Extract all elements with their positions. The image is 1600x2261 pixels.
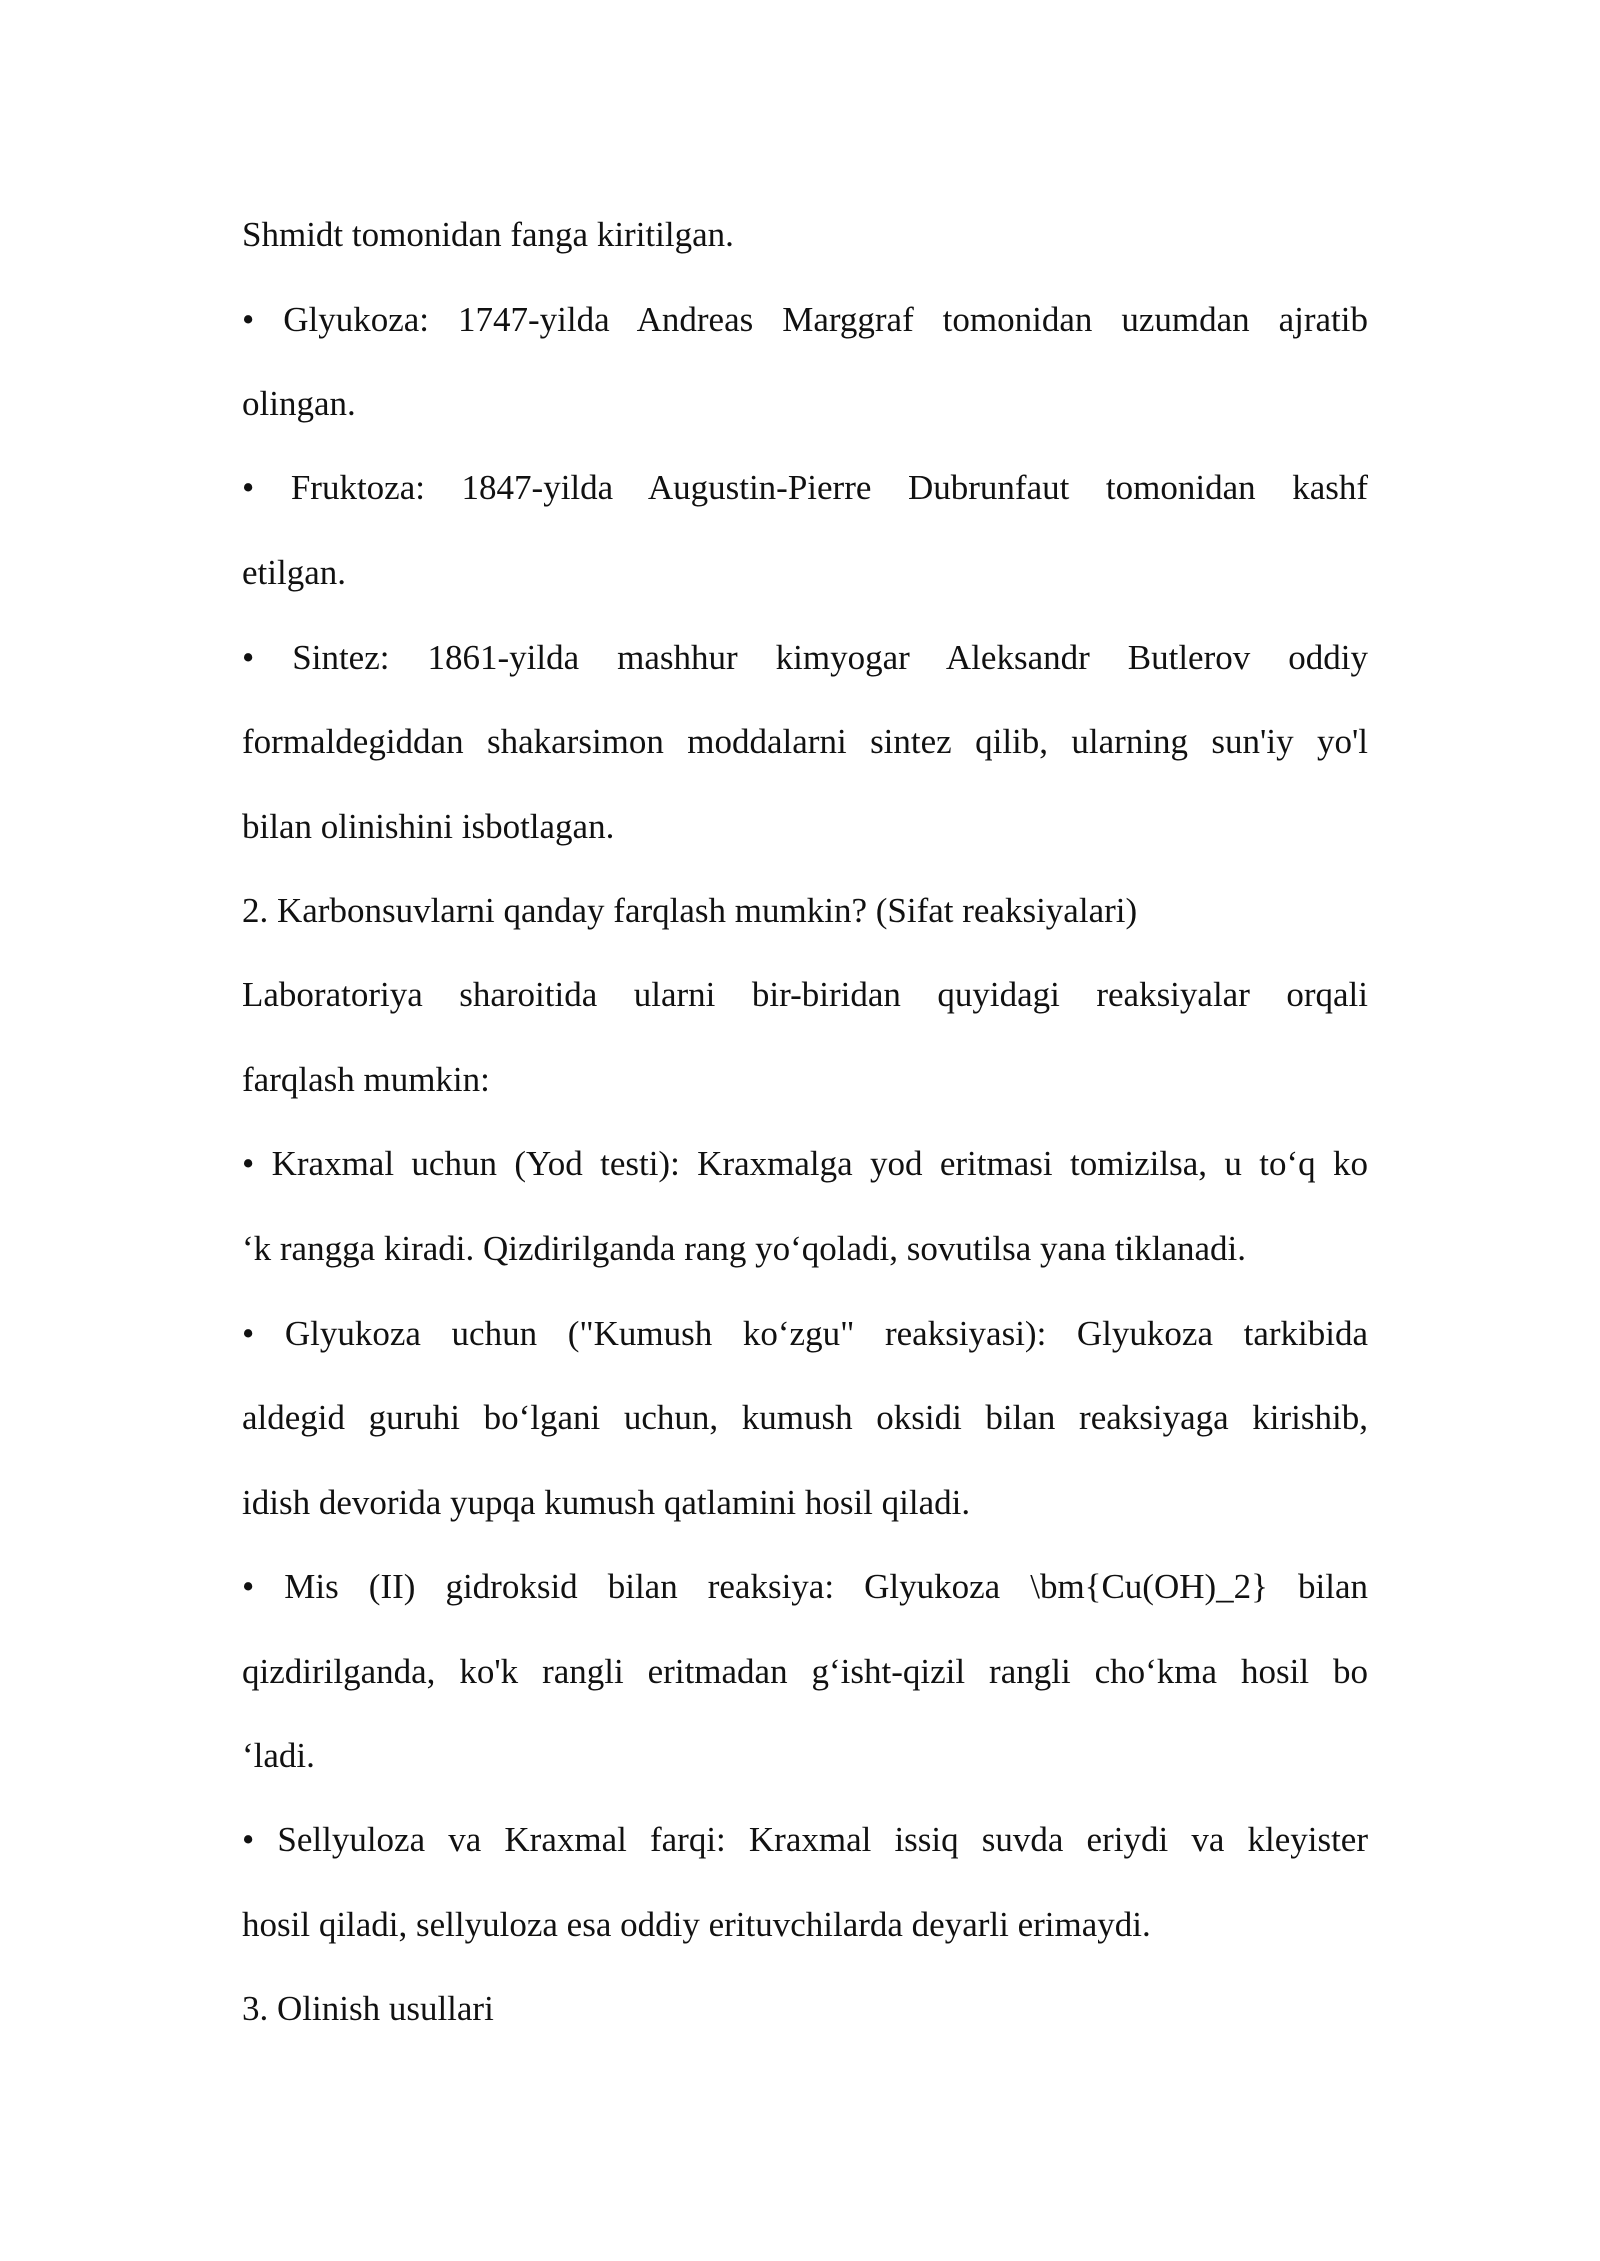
text-line: • Fruktoza: 1847-yilda Augustin-Pierre Dubrunfaut tomonidan kashf [242, 468, 1368, 507]
text-line: idish devorida yupqa kumush qatlamini hosil qiladi. [242, 1483, 971, 1522]
text-line: ‘k rangga kiradi. Qizdirilganda rang yo‘qoladi, sovutilsa yana tiklanadi. [242, 1229, 1247, 1268]
text-line: • Kraxmal uchun (Yod testi): Kraxmalga yod eritmasi tomizilsa, u to‘q ko [242, 1144, 1368, 1183]
text-line: etilgan. [242, 553, 346, 592]
text-line: ‘ladi. [242, 1736, 315, 1775]
section-heading: 3. Olinish usullari [242, 1989, 494, 2028]
text-line: Shmidt tomonidan fanga kiritilgan. [242, 215, 734, 254]
text-line: • Glyukoza uchun ("Kumush ko‘zgu" reaksiyasi): Glyukoza tarkibida [242, 1314, 1368, 1353]
text-line: • Glyukoza: 1747-yilda Andreas Marggraf tomonidan uzumdan ajratib [242, 300, 1368, 339]
text-line: olingan. [242, 384, 356, 423]
text-line: • Sellyuloza va Kraxmal farqi: Kraxmal issiq suvda eriydi va kleyister [242, 1820, 1368, 1859]
text-line: aldegid guruhi bo‘lgani uchun, kumush oksidi bilan reaksiyaga kirishib, [242, 1398, 1368, 1437]
text-line: • Mis (II) gidroksid bilan reaksiya: Glyukoza \bm{Cu(OH)_2} bilan [242, 1567, 1368, 1606]
text-line: farqlash mumkin: [242, 1060, 490, 1099]
text-line: bilan olinishini isbotlagan. [242, 807, 615, 846]
section-heading: 2. Karbonsuvlarni qanday farqlash mumkin? (Sifat reaksiyalari) [242, 891, 1138, 930]
text-line: Laboratoriya sharoitida ularni bir-biridan quyidagi reaksiyalar orqali [242, 975, 1368, 1014]
text-line: qizdirilganda, ko'k rangli eritmadan g‘isht-qizil rangli cho‘kma hosil bo [242, 1652, 1368, 1691]
text-line: • Sintez: 1861-yilda mashhur kimyogar Aleksandr Butlerov oddiy [242, 638, 1368, 677]
text-line: formaldegiddan shakarsimon moddalarni sintez qilib, ularning sun'iy yo'l [242, 722, 1368, 761]
text-line: hosil qiladi, sellyuloza esa oddiy erituvchilarda deyarli erimaydi. [242, 1905, 1151, 1944]
